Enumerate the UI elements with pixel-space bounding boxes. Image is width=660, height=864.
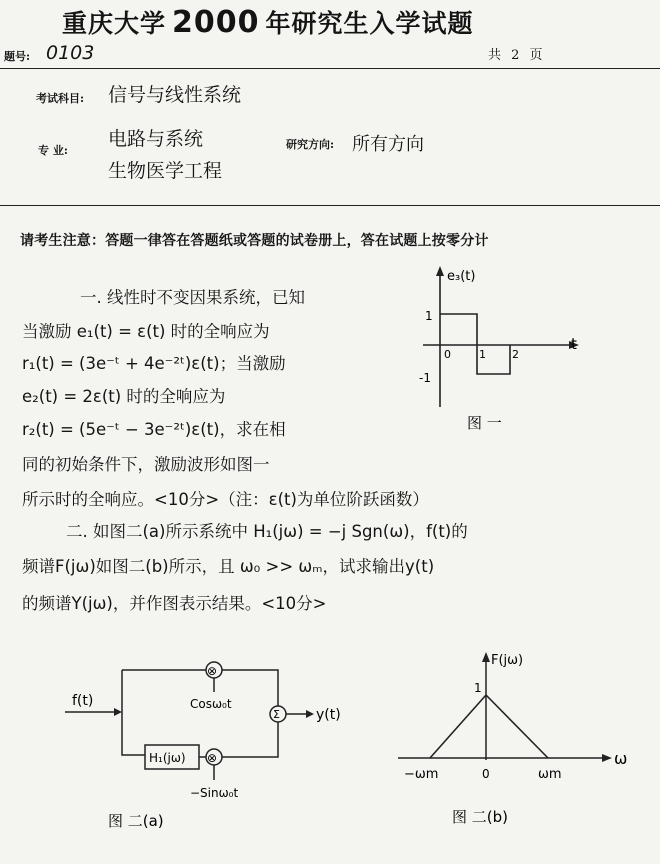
fig2b-peak: 1 [474, 681, 482, 695]
q2-line-1: 二. 如图二(a)所示系统中 H₁(jω) = −j Sgn(ω)，f(t)的 [66, 522, 468, 541]
fig2b-left-tick: −ωm [404, 767, 439, 782]
fig1-tick-x2: 2 [512, 348, 519, 361]
fig2b-y-arrow [482, 652, 490, 662]
figure-2b [390, 640, 650, 835]
q1-line-4: e₂(t) = 2ε(t) 时的全响应为 [22, 387, 226, 406]
title-suffix: 年研究生入学试题 [265, 9, 474, 38]
subject-value: 信号与线性系统 [108, 84, 242, 106]
fig1-y-arrow [436, 266, 444, 276]
fig1-tick-y1: 1 [425, 309, 433, 323]
fig2b-x-arrow [602, 754, 612, 762]
fig2a-input-arrow [114, 708, 122, 716]
q1-line-6: 同的初始条件下，激励波形如图一 [22, 455, 270, 474]
fig2a-caption: 图 二(a) [108, 812, 164, 830]
fig2b-ylabel: F(jω) [491, 653, 524, 668]
fig2a-upper-multiply-symbol: ⊗ [207, 664, 218, 678]
q2-line-3: 的频谱Y(jω)，并作图表示结果。<10分> [22, 594, 327, 613]
major-value-1: 电路与系统 [108, 128, 204, 150]
school-name: 重庆大学 [62, 9, 167, 38]
header-divider [0, 68, 660, 69]
fig1-ylabel: e₃(t) [447, 269, 476, 284]
fig2b-triangle [430, 695, 548, 758]
q1-line-2: 当激励 e₁(t) = ε(t) 时的全响应为 [22, 322, 270, 341]
fig2a-cos-label: Cosω₀t [190, 697, 232, 711]
q1-line-3: r₁(t) = (3e⁻ᵗ + 4e⁻²ᵗ)ε(t)；当激励 [22, 354, 286, 373]
fig2a-lower-multiply-symbol: ⊗ [207, 751, 218, 765]
q1-line-1: 一. 线性时不变因果系统，已知 [80, 288, 305, 307]
code-value: 0103 [46, 42, 95, 64]
fig2a-sin-label: −Sinω₀t [190, 786, 239, 800]
exam-notice: 请考生注意：答题一律答在答题纸或答题的试卷册上，答在试题上按零分计 [20, 233, 489, 249]
direction-value: 所有方向 [352, 134, 424, 155]
q1-line-7: 所示时的全响应。<10分>（注：ε(t)为单位阶跃函数） [22, 490, 429, 509]
fig1-tick-x1: 1 [479, 348, 486, 361]
fig2a-h1-label: H₁(jω) [149, 751, 186, 765]
fig2b-origin: 0 [482, 767, 490, 781]
fig1-tick-x0: 0 [444, 348, 451, 361]
fig2a-lower-to-sum [222, 722, 278, 757]
q2-line-2: 频谱F(jω)如图二(b)所示，且 ω₀ >> ωₘ，试求输出y(t) [22, 557, 435, 576]
direction-label: 研究方向: [286, 138, 335, 151]
exam-title [62, 4, 474, 40]
fig2a-sum-symbol: Σ [273, 708, 280, 721]
exam-year: 2000 [172, 5, 260, 40]
fig2b-axis-label: ω [614, 749, 628, 768]
figure-2a [60, 650, 380, 840]
fig2a-input-label: f(t) [72, 693, 94, 709]
page-count: 共 2 页 [488, 48, 543, 63]
fig2a-output-label: y(t) [316, 707, 341, 723]
subject-label: 考试科目: [36, 92, 85, 105]
fig2a-split-line [122, 670, 145, 755]
q1-line-5: r₂(t) = (5e⁻ᵗ − 3e⁻²ᵗ)ε(t)，求在相 [22, 420, 286, 439]
figure-1 [415, 262, 585, 442]
fig1-tick-yneg1: -1 [419, 371, 431, 385]
fig2b-caption: 图 二(b) [452, 808, 508, 826]
info-divider [0, 205, 660, 206]
fig1-xlabel: t [571, 335, 577, 353]
fig2a-output-arrow [306, 710, 314, 718]
major-value-2: 生物医学工程 [108, 160, 223, 182]
fig1-waveform [440, 314, 510, 374]
major-label: 专 业: [38, 144, 68, 157]
fig1-caption: 图 一 [467, 414, 502, 432]
fig2b-right-tick: ωm [538, 767, 562, 782]
code-label: 题号: [4, 50, 31, 63]
